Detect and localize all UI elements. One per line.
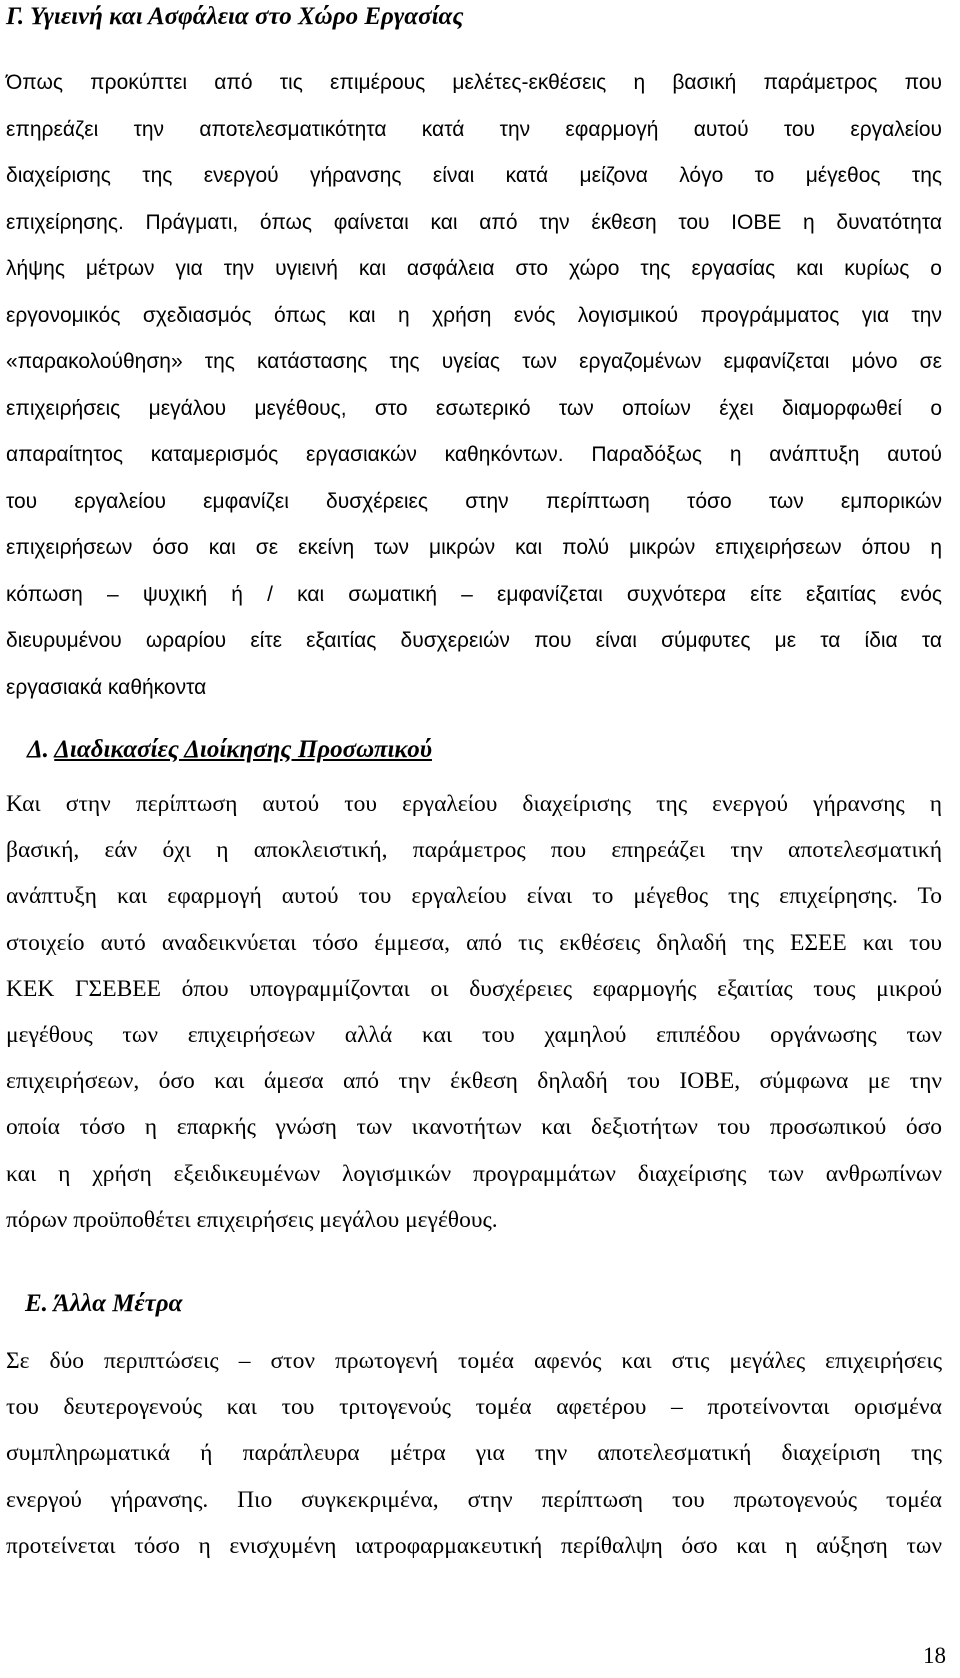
paragraph-line: διαχείρισης της ενεργού γήρανσης είναι κατά μείζονα λόγο το μέγεθος της [6,164,942,187]
paragraph-line: εργονομικός σχεδιασμός όπως και η χρήση ενός λογισμικού προγράμματος για την [6,303,942,327]
paragraph-line: ΚΕΚ ΓΣΕΒΕΕ όπου υπογραμμίζονται οι δυσχέρειες εφαρμογής εξαιτίας τους μικρού [6,975,942,1002]
section-c-paragraph [6,60,942,711]
paragraph-line: και η χρήση εξειδικευμένων λογισμικών προγραμμάτων διαχείρισης των ανθρωπίνων [6,1160,942,1187]
paragraph-line: Σε δύο περιπτώσεις – στον πρωτογενή τομέα αφενός και στις μεγάλες επιχειρήσεις [6,1348,942,1374]
paragraph-line: απαραίτητος καταμερισμός εργασιακών καθηκόντων. Παραδόξως η ανάπτυξη αυτού [6,443,942,466]
paragraph-line: συμπληρωματικά ή παράπλευρα μέτρα για την αποτελεσματική διαχείριση της [6,1440,942,1467]
paragraph-line: μεγέθους των επιχειρήσεων αλλά και του χαμηλού επιπέδου οργάνωσης των [6,1021,942,1048]
paragraph-line: βασική, εάν όχι η αποκλειστική, παράμετρος που επηρεάζει την αποτελεσματική [6,837,942,864]
section-c-heading: Γ. Υγιεινή και Ασφάλεια στο Χώρο Εργασίας [6,3,464,30]
paragraph-line: προτείνεται τόσο η ενισχυμένη ιατροφαρμακευτική περίθαλψη όσο και η αύξηση των [6,1532,942,1559]
paragraph-line: ανάπτυξη και εφαρμογή αυτού του εργαλείου είναι το μέγεθος της επιχείρησης. Το [6,883,942,910]
paragraph-line: του δευτερογενούς και του τριτογενούς τομέα αφετέρου – προτείνονται ορισμένα [6,1394,942,1421]
paragraph-line: πόρων προϋποθέτει επιχειρήσεις μεγάλου μεγέθους. [6,1206,498,1233]
paragraph-line: επιχειρήσεων όσο και σε εκείνη των μικρών και πολύ μικρών επιχειρήσεων όπου η [6,536,942,559]
paragraph-line: επιχείρησης. Πράγματι, όπως φαίνεται και από την έκθεση του ΙΟΒΕ η δυνατότητα [6,210,942,234]
page-number: 18 [923,1643,946,1668]
paragraph-line: επιχειρήσεων, όσο και άμεσα από την έκθεση δηλαδή του ΙΟΒΕ, σύμφωνα με την [6,1068,942,1095]
paragraph-line: Όπως προκύπτει από τις επιμέρους μελέτες-εκθέσεις η βασική παράμετρος που [6,71,942,94]
paragraph-line: «παρακολούθηση» της κατάστασης της υγείας των εργαζομένων εμφανίζεται μόνο σε [6,350,942,373]
paragraph-line: διευρυμένου ωραρίου είτε εξαιτίας δυσχερειών που είναι σύμφυτες με τα ίδια τα [6,629,942,652]
paragraph-line: λήψης μέτρων για την υγιεινή και ασφάλεια στο χώρο της εργασίας και κυρίως ο [6,257,942,280]
section-d-heading [27,735,432,765]
section-d-heading-text: Διαδικασίες Διοίκησης Προσωπικού [54,736,432,763]
paragraph-line: εργασιακά καθήκοντα [6,675,207,699]
section-d-paragraph [6,781,942,1243]
section-e-paragraph [6,1338,942,1569]
paragraph-line: του εργαλείου εμφανίζει δυσχέρειες στην περίπτωση τόσο των εμπορικών [6,489,942,513]
paragraph-line: επιχειρήσεις μεγάλου μεγέθους, στο εσωτερικό των οποίων έχει διαμορφωθεί ο [6,396,942,420]
paragraph-line: Και στην περίπτωση αυτού του εργαλείου διαχείρισης της ενεργού γήρανσης η [6,791,942,817]
paragraph-line: ενεργού γήρανσης. Πιο συγκεκριμένα, στην περίπτωση του πρωτογενούς τομέα [6,1486,942,1513]
paragraph-line: κόπωση – ψυχική ή / και σωματική – εμφανίζεται συχνότερα είτε εξαιτίας ενός [6,582,942,606]
paragraph-line: στοιχείο αυτό αναδεικνύεται τόσο έμμεσα, από τις εκθέσεις δηλαδή της ΕΣΕΕ και του [6,929,942,956]
paragraph-line: επηρεάζει την αποτελεσματικότητα κατά την εφαρμογή αυτού του εργαλείου [6,117,942,141]
section-e-heading: Ε. Άλλα Μέτρα [25,1290,183,1317]
section-d-heading-letter: Δ. [27,736,55,763]
paragraph-line: οποία τόσο η επαρκής γνώση των ικανοτήτων και δεξιοτήτων του προσωπικού όσο [6,1114,942,1141]
